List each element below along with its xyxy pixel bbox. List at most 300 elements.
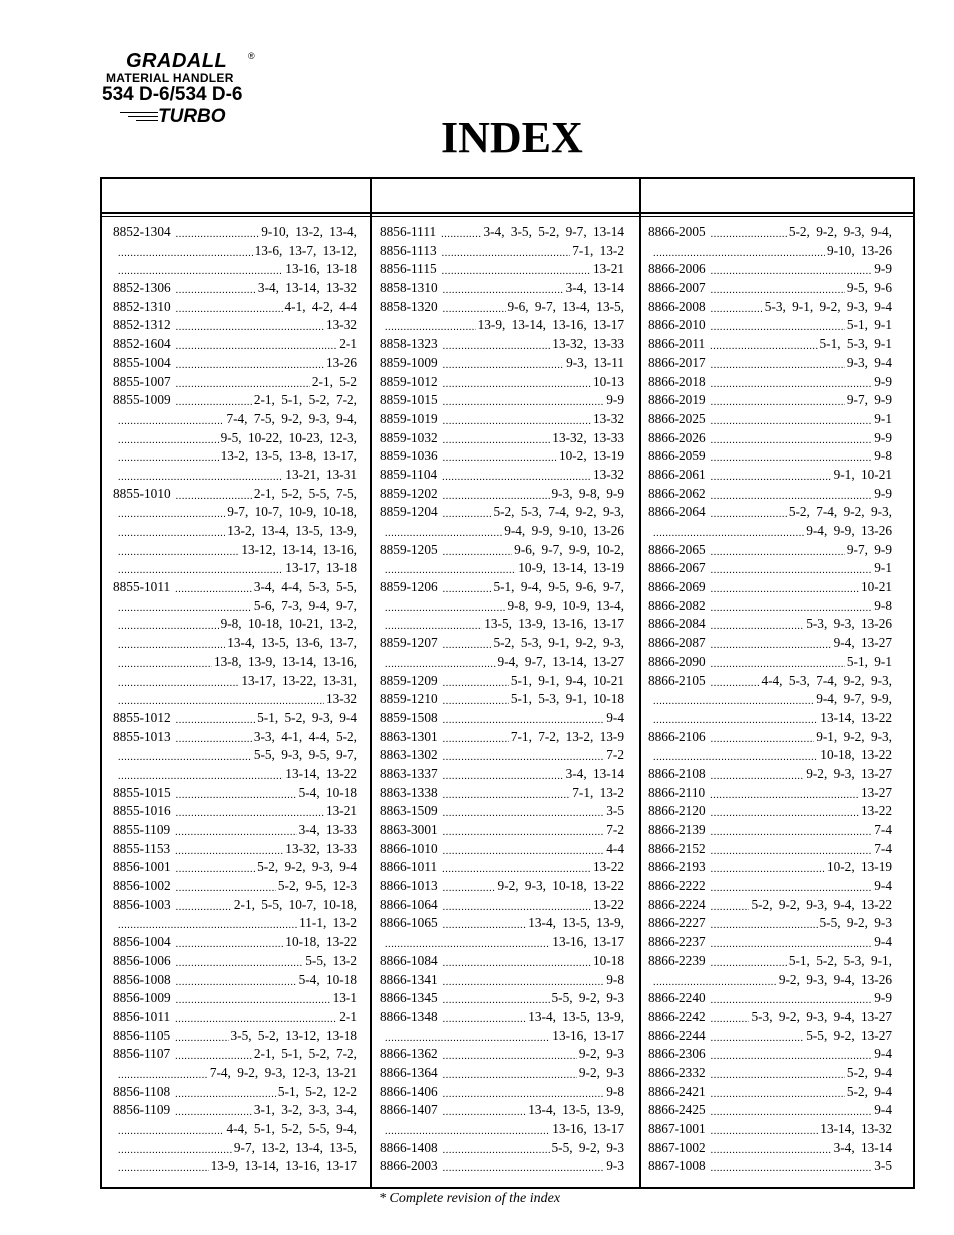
- part-number: 8866-2108: [648, 765, 706, 781]
- page-references: 9-7, 9-9: [846, 392, 892, 408]
- index-entry: [648, 1121, 892, 1140]
- index-entry: [113, 523, 357, 542]
- dot-leader: [653, 711, 818, 725]
- part-number: 8866-2011: [648, 336, 706, 352]
- dot-leader: [118, 916, 297, 930]
- index-entry: [380, 411, 624, 430]
- page-references: 5-3, 9-1, 9-2, 9-3, 9-4: [764, 298, 892, 314]
- dot-leader: [442, 244, 571, 258]
- index-entry: [113, 598, 357, 617]
- page-references: 9-9: [874, 373, 892, 389]
- index-entry: [648, 1065, 892, 1084]
- index-entry: [380, 841, 624, 860]
- page-references: 9-4, 9-7, 9-9,: [816, 691, 892, 707]
- part-number: 8856-1002: [113, 878, 171, 894]
- part-number: 8866-2019: [648, 392, 706, 408]
- page-references: 13-4, 13-5, 13-9,: [528, 1008, 624, 1024]
- dot-leader: [443, 916, 527, 930]
- part-number: 8856-1003: [113, 896, 171, 912]
- dot-leader: [442, 468, 591, 482]
- index-entry: [380, 486, 624, 505]
- page-references: 9-2, 9-3: [578, 1046, 624, 1062]
- dot-leader: [711, 412, 873, 426]
- index-entry: [380, 747, 624, 766]
- dot-leader: [118, 767, 283, 781]
- logo-registered-mark: ®: [248, 51, 255, 61]
- dot-leader: [711, 1010, 750, 1024]
- part-number: 8866-1065: [380, 915, 438, 931]
- part-number: 8856-1111: [380, 224, 437, 239]
- index-entry: [648, 392, 892, 411]
- page-references: 3-4, 3-5, 5-2, 9-7, 13-14: [483, 224, 624, 239]
- index-entry: [113, 448, 357, 467]
- page-references: 9-1: [874, 410, 892, 426]
- page-references: 5-5, 13-2: [305, 952, 357, 968]
- page-references: 4-4: [606, 840, 624, 856]
- dot-leader: [118, 449, 219, 463]
- dot-leader: [443, 674, 509, 688]
- part-number: 8866-2242: [648, 1008, 706, 1024]
- index-entry: [380, 934, 624, 953]
- index-entry: [113, 691, 357, 710]
- dot-leader: [443, 375, 591, 389]
- page-references: 13-5, 13-9, 13-16, 13-17: [484, 616, 624, 632]
- dot-leader: [443, 636, 492, 650]
- index-entry: [648, 1158, 892, 1177]
- dot-leader: [711, 1159, 873, 1173]
- logo-turbo: TURBO: [158, 106, 226, 127]
- part-number: 8866-2110: [648, 784, 706, 800]
- part-number: 8866-2421: [648, 1083, 706, 1099]
- dot-leader: [711, 804, 859, 818]
- part-number: 8866-1084: [380, 952, 438, 968]
- index-entry: [380, 1046, 624, 1065]
- dot-leader: [118, 262, 283, 276]
- dot-leader: [711, 262, 873, 276]
- page-references: 5-2, 9-5, 12-3: [277, 878, 357, 894]
- page-references: 2-1, 5-1, 5-2, 7-2,: [253, 1046, 357, 1062]
- index-entry: [380, 616, 624, 635]
- dot-leader: [176, 393, 252, 407]
- page-references: 5-3, 9-3, 13-26: [806, 616, 892, 632]
- index-entry: [113, 374, 357, 393]
- part-number: 8859-1205: [380, 541, 438, 557]
- page-references: 13-22: [592, 896, 624, 912]
- index-entry: [113, 486, 357, 505]
- part-number: 8855-1004: [113, 354, 171, 370]
- page-references: 7-2: [606, 822, 624, 837]
- page-references: 9-3, 9-4: [846, 354, 892, 370]
- page-references: 3-5: [606, 803, 624, 819]
- page-references: 10-13: [592, 373, 624, 389]
- page-references: 9-4: [874, 1046, 892, 1062]
- index-entry: [113, 897, 357, 916]
- page-references: 5-1, 5-3, 9-1: [819, 336, 892, 352]
- dot-leader: [443, 748, 605, 762]
- dot-leader: [176, 860, 256, 874]
- dot-leader: [442, 860, 591, 874]
- dot-leader: [443, 356, 564, 370]
- dot-leader: [711, 1103, 873, 1117]
- page-references: 13-32: [592, 410, 624, 426]
- page-references: 5-1, 5-2, 9-3, 9-4: [257, 709, 357, 725]
- part-number: 8856-1105: [113, 1027, 171, 1043]
- part-number: 8858-1320: [380, 298, 438, 314]
- page-references: 5-1, 9-4, 9-5, 9-6, 9-7,: [493, 579, 624, 595]
- page-references: 13-16, 13-17: [552, 1027, 624, 1043]
- index-entry: [380, 654, 624, 673]
- index-entry: [648, 280, 892, 299]
- index-entry: [380, 673, 624, 692]
- part-number: 8866-2084: [648, 616, 706, 632]
- dot-leader: [711, 935, 873, 949]
- page-references: 9-4, 9-9, 9-10, 13-26: [504, 523, 624, 538]
- dot-leader: [711, 655, 845, 669]
- part-number: 8856-1108: [113, 1083, 171, 1099]
- page-references: 3-4, 13-14, 13-32: [257, 280, 357, 296]
- index-entry: [113, 1009, 357, 1028]
- page-references: 13-17, 13-22, 13-31,: [241, 672, 357, 688]
- index-entry: [648, 504, 892, 523]
- part-number: 8856-1011: [113, 1008, 171, 1024]
- page-references: 5-2, 9-2, 9-3, 9-4, 13-22: [751, 896, 892, 912]
- page-references: 2-1, 5-2, 5-5, 7-5,: [253, 485, 357, 501]
- index-entry: [648, 336, 892, 355]
- part-number: 8866-2069: [648, 579, 706, 595]
- part-number: 8856-1008: [113, 971, 171, 987]
- index-entry: [113, 560, 357, 579]
- index-entry: [113, 710, 357, 729]
- part-number: 8856-1113: [380, 242, 437, 258]
- page-references: 9-9: [874, 429, 892, 445]
- part-number: 8866-2240: [648, 990, 706, 1006]
- index-entry: [648, 579, 892, 598]
- part-number: 8855-1013: [113, 728, 171, 744]
- dot-leader: [710, 786, 859, 800]
- page-title: INDEX: [441, 113, 583, 162]
- page-references: 13-1: [332, 990, 357, 1006]
- dot-leader: [711, 1029, 805, 1043]
- page-references: 13-2, 13-5, 13-8, 13-17,: [220, 448, 357, 464]
- part-number: 8866-2152: [648, 840, 706, 856]
- page-references: 2-1: [339, 336, 357, 352]
- dot-leader: [711, 468, 832, 482]
- part-number: 8863-1509: [380, 803, 438, 819]
- part-number: 8859-1036: [380, 448, 438, 464]
- dot-leader: [176, 954, 304, 968]
- dot-leader: [385, 599, 506, 613]
- index-entry: [648, 785, 892, 804]
- page-references: 5-1, 9-1: [846, 317, 892, 333]
- dot-leader: [118, 748, 252, 762]
- dot-leader: [385, 1122, 550, 1136]
- dot-leader: [118, 617, 219, 631]
- index-entry: [380, 598, 624, 617]
- index-entry: [380, 878, 624, 897]
- dot-leader: [175, 1029, 228, 1043]
- dot-leader: [175, 1047, 252, 1061]
- page-references: 9-4: [874, 1102, 892, 1118]
- index-entry: [113, 1028, 357, 1047]
- dot-leader: [443, 804, 605, 818]
- page-references: 5-5, 9-2, 9-3: [551, 990, 624, 1006]
- index-entry: [648, 616, 892, 635]
- part-number: 8866-1408: [380, 1139, 438, 1155]
- page-references: 2-1, 5-1, 5-2, 7-2,: [253, 392, 357, 408]
- part-number: 8866-2018: [648, 373, 706, 389]
- dot-leader: [711, 1141, 832, 1155]
- page-references: 5-2, 9-2, 9-3, 9-4,: [788, 224, 892, 239]
- part-number: 8859-1207: [380, 635, 438, 651]
- page-references: 3-4, 4-4, 5-3, 5-5,: [253, 579, 357, 595]
- index-entry: [648, 878, 892, 897]
- logo-subtitle: MATERIAL HANDLER: [106, 71, 234, 85]
- dot-leader: [711, 916, 818, 930]
- index-entry: [648, 747, 892, 766]
- dot-leader: [118, 561, 283, 575]
- dot-leader: [443, 730, 509, 744]
- page-references: 13-32, 13-33: [552, 336, 624, 352]
- part-number: 8866-2010: [648, 317, 706, 333]
- index-entry: [648, 1140, 892, 1159]
- page-references: 9-9: [874, 990, 892, 1006]
- page-references: 3-1, 3-2, 3-3, 3-4,: [253, 1102, 357, 1118]
- index-entry: [113, 317, 357, 336]
- index-entry: [380, 729, 624, 748]
- part-number: 8855-1109: [113, 822, 171, 837]
- index-entry: [380, 355, 624, 374]
- page-references: 13-21, 13-31: [285, 466, 357, 482]
- index-entry: [380, 467, 624, 486]
- dot-leader: [443, 393, 605, 407]
- page-references: 9-4, 9-7, 13-14, 13-27: [497, 653, 624, 669]
- part-number: 8855-1153: [113, 840, 171, 856]
- index-entry: [648, 355, 892, 374]
- part-number: 8855-1016: [113, 803, 171, 819]
- index-entry: [648, 635, 892, 654]
- dot-leader: [176, 281, 256, 295]
- dot-leader: [176, 375, 310, 389]
- page-references: 13-21: [325, 803, 357, 819]
- index-entry: [113, 766, 357, 785]
- page-references: 13-32, 13-33: [285, 840, 357, 856]
- dot-leader: [443, 954, 591, 968]
- index-entry: [380, 1102, 624, 1121]
- part-number: 8859-1012: [380, 373, 438, 389]
- index-entry: [380, 953, 624, 972]
- dot-leader: [711, 674, 760, 688]
- part-number: 8866-2008: [648, 298, 706, 314]
- dot-leader: [118, 543, 239, 557]
- page-references: 13-6, 13-7, 13-12,: [254, 242, 357, 258]
- page-references: 10-18: [592, 952, 624, 968]
- page-references: 9-5, 10-22, 10-23, 12-3,: [220, 429, 357, 445]
- index-entry: [380, 1065, 624, 1084]
- part-number: 8855-1012: [113, 709, 171, 725]
- part-number: 8866-1362: [380, 1046, 438, 1062]
- part-number: 8866-2006: [648, 261, 706, 277]
- page-references: 5-2, 9-2, 9-3, 9-4: [257, 859, 357, 875]
- index-entry: [113, 859, 357, 878]
- page-references: 5-1, 9-1: [846, 653, 892, 669]
- dot-leader: [711, 356, 845, 370]
- dot-leader: [118, 505, 225, 519]
- page-references: 3-4, 13-33: [298, 822, 357, 837]
- dot-leader: [711, 505, 787, 519]
- part-number: 8866-2105: [648, 672, 706, 688]
- index-entry: [113, 542, 357, 561]
- page-references: 9-1, 10-21: [833, 466, 892, 482]
- speed-line-icon: [120, 112, 158, 113]
- index-entry: [648, 915, 892, 934]
- page-references: 9-7, 9-9: [846, 541, 892, 557]
- dot-leader: [443, 767, 564, 781]
- page-references: 13-4, 13-5, 13-6, 13-7,: [227, 635, 357, 651]
- page-references: 9-4: [874, 934, 892, 950]
- part-number: 8866-1064: [380, 896, 438, 912]
- part-number: 8863-3001: [380, 822, 438, 837]
- dot-leader: [118, 431, 219, 445]
- part-number: 8866-2120: [648, 803, 706, 819]
- index-entry: [113, 785, 357, 804]
- part-number: 8866-1406: [380, 1083, 438, 1099]
- index-entry: [648, 467, 892, 486]
- part-number: 8863-1302: [380, 747, 438, 763]
- index-entry: [380, 336, 624, 355]
- page-references: 5-4, 10-18: [298, 784, 357, 800]
- index-entry: [648, 934, 892, 953]
- page-references: 10-2, 13-19: [558, 448, 624, 464]
- part-number: 8866-2239: [648, 952, 706, 968]
- dot-leader: [176, 356, 324, 370]
- index-entry: [113, 299, 357, 318]
- index-entry: [648, 953, 892, 972]
- page-references: 10-21: [860, 579, 892, 595]
- index-entry: [648, 411, 892, 430]
- dot-leader: [443, 543, 513, 557]
- page-references: 13-32, 13-33: [552, 429, 624, 445]
- page-references: 9-4: [874, 878, 892, 894]
- index-entry: [648, 972, 892, 991]
- page-references: 9-10, 13-26: [826, 242, 892, 258]
- part-number: 8852-1312: [113, 317, 171, 333]
- page-references: 13-16, 13-17: [552, 934, 624, 950]
- page-references: 13-17, 13-18: [285, 560, 357, 576]
- index-entry: [380, 392, 624, 411]
- dot-leader: [443, 1047, 577, 1061]
- index-entry: [648, 317, 892, 336]
- page-references: 13-22: [860, 803, 892, 819]
- index-entry: [648, 261, 892, 280]
- part-number: 8859-1019: [380, 410, 438, 426]
- page-references: 9-2, 9-3: [578, 1064, 624, 1080]
- dot-leader: [443, 692, 509, 706]
- index-entry: [380, 635, 624, 654]
- index-entry: [380, 972, 624, 991]
- dot-leader: [653, 692, 814, 706]
- index-entry: [113, 878, 357, 897]
- page-references: 13-16, 13-17: [552, 1121, 624, 1136]
- dot-leader: [443, 786, 571, 800]
- dot-leader: [385, 524, 502, 538]
- dot-leader: [443, 449, 557, 463]
- page-references: 9-8, 9-9, 10-9, 13-4,: [507, 597, 624, 613]
- dot-leader: [176, 225, 260, 239]
- page-references: 5-1, 5-2, 5-3, 9-1,: [788, 952, 892, 968]
- dot-leader: [710, 337, 817, 351]
- dot-leader: [711, 991, 873, 1005]
- dot-leader: [176, 804, 324, 818]
- index-entry: [113, 1065, 357, 1084]
- page-references: 7-4, 9-2, 9-3, 12-3, 13-21: [209, 1064, 357, 1080]
- index-entry: [648, 803, 892, 822]
- part-number: 8859-1009: [380, 354, 438, 370]
- dot-leader: [711, 1085, 845, 1099]
- dot-leader: [443, 1159, 605, 1173]
- index-entry: [648, 374, 892, 393]
- page-references: 9-7, 10-7, 10-9, 10-18,: [227, 504, 357, 520]
- index-entry: [380, 803, 624, 822]
- index-entry: [113, 747, 357, 766]
- index-entry: [648, 859, 892, 878]
- index-column-1: [113, 224, 357, 1177]
- page-references: 13-14, 13-22: [285, 765, 357, 781]
- dot-leader: [711, 580, 859, 594]
- page-references: 9-9: [606, 392, 624, 408]
- index-entry: [380, 766, 624, 785]
- index-entry: [380, 1140, 624, 1159]
- index-entry: [380, 542, 624, 561]
- dot-leader: [118, 524, 225, 538]
- index-entry: [648, 1046, 892, 1065]
- part-number: 8855-1010: [113, 485, 171, 501]
- index-entry: [113, 411, 357, 430]
- dot-leader: [711, 898, 750, 912]
- dot-leader: [653, 748, 818, 762]
- part-number: 8859-1210: [380, 691, 438, 707]
- dot-leader: [711, 842, 873, 856]
- index-entry: [648, 710, 892, 729]
- dot-leader: [176, 300, 283, 314]
- index-entry: [113, 336, 357, 355]
- dot-leader: [443, 823, 605, 837]
- part-number: 8856-1006: [113, 952, 171, 968]
- index-entry: [380, 430, 624, 449]
- part-number: 8856-1107: [113, 1046, 171, 1062]
- index-entry: [380, 915, 624, 934]
- part-number: 8856-1001: [113, 859, 171, 875]
- part-number: 8859-1202: [380, 485, 438, 501]
- page-references: 10-9, 13-14, 13-19: [518, 560, 624, 576]
- index-entry: [113, 635, 357, 654]
- part-number: 8866-2087: [648, 635, 706, 651]
- page-references: 5-5, 9-3, 9-5, 9-7,: [253, 747, 357, 763]
- dot-leader: [653, 244, 825, 258]
- part-number: 8866-1010: [380, 840, 438, 856]
- index-entry: [380, 579, 624, 598]
- index-entry: [113, 654, 357, 673]
- index-entry: [113, 430, 357, 449]
- part-number: 8866-2090: [648, 653, 706, 669]
- part-number: 8866-1364: [380, 1064, 438, 1080]
- index-entry: [648, 486, 892, 505]
- index-entry: [380, 1028, 624, 1047]
- index-entry: [648, 430, 892, 449]
- part-number: 8866-2425: [648, 1102, 706, 1118]
- page-references: 7-1, 7-2, 13-2, 13-9: [510, 728, 624, 744]
- header-divider: [102, 212, 913, 214]
- page-references: 9-10, 13-2, 13-4,: [261, 224, 357, 239]
